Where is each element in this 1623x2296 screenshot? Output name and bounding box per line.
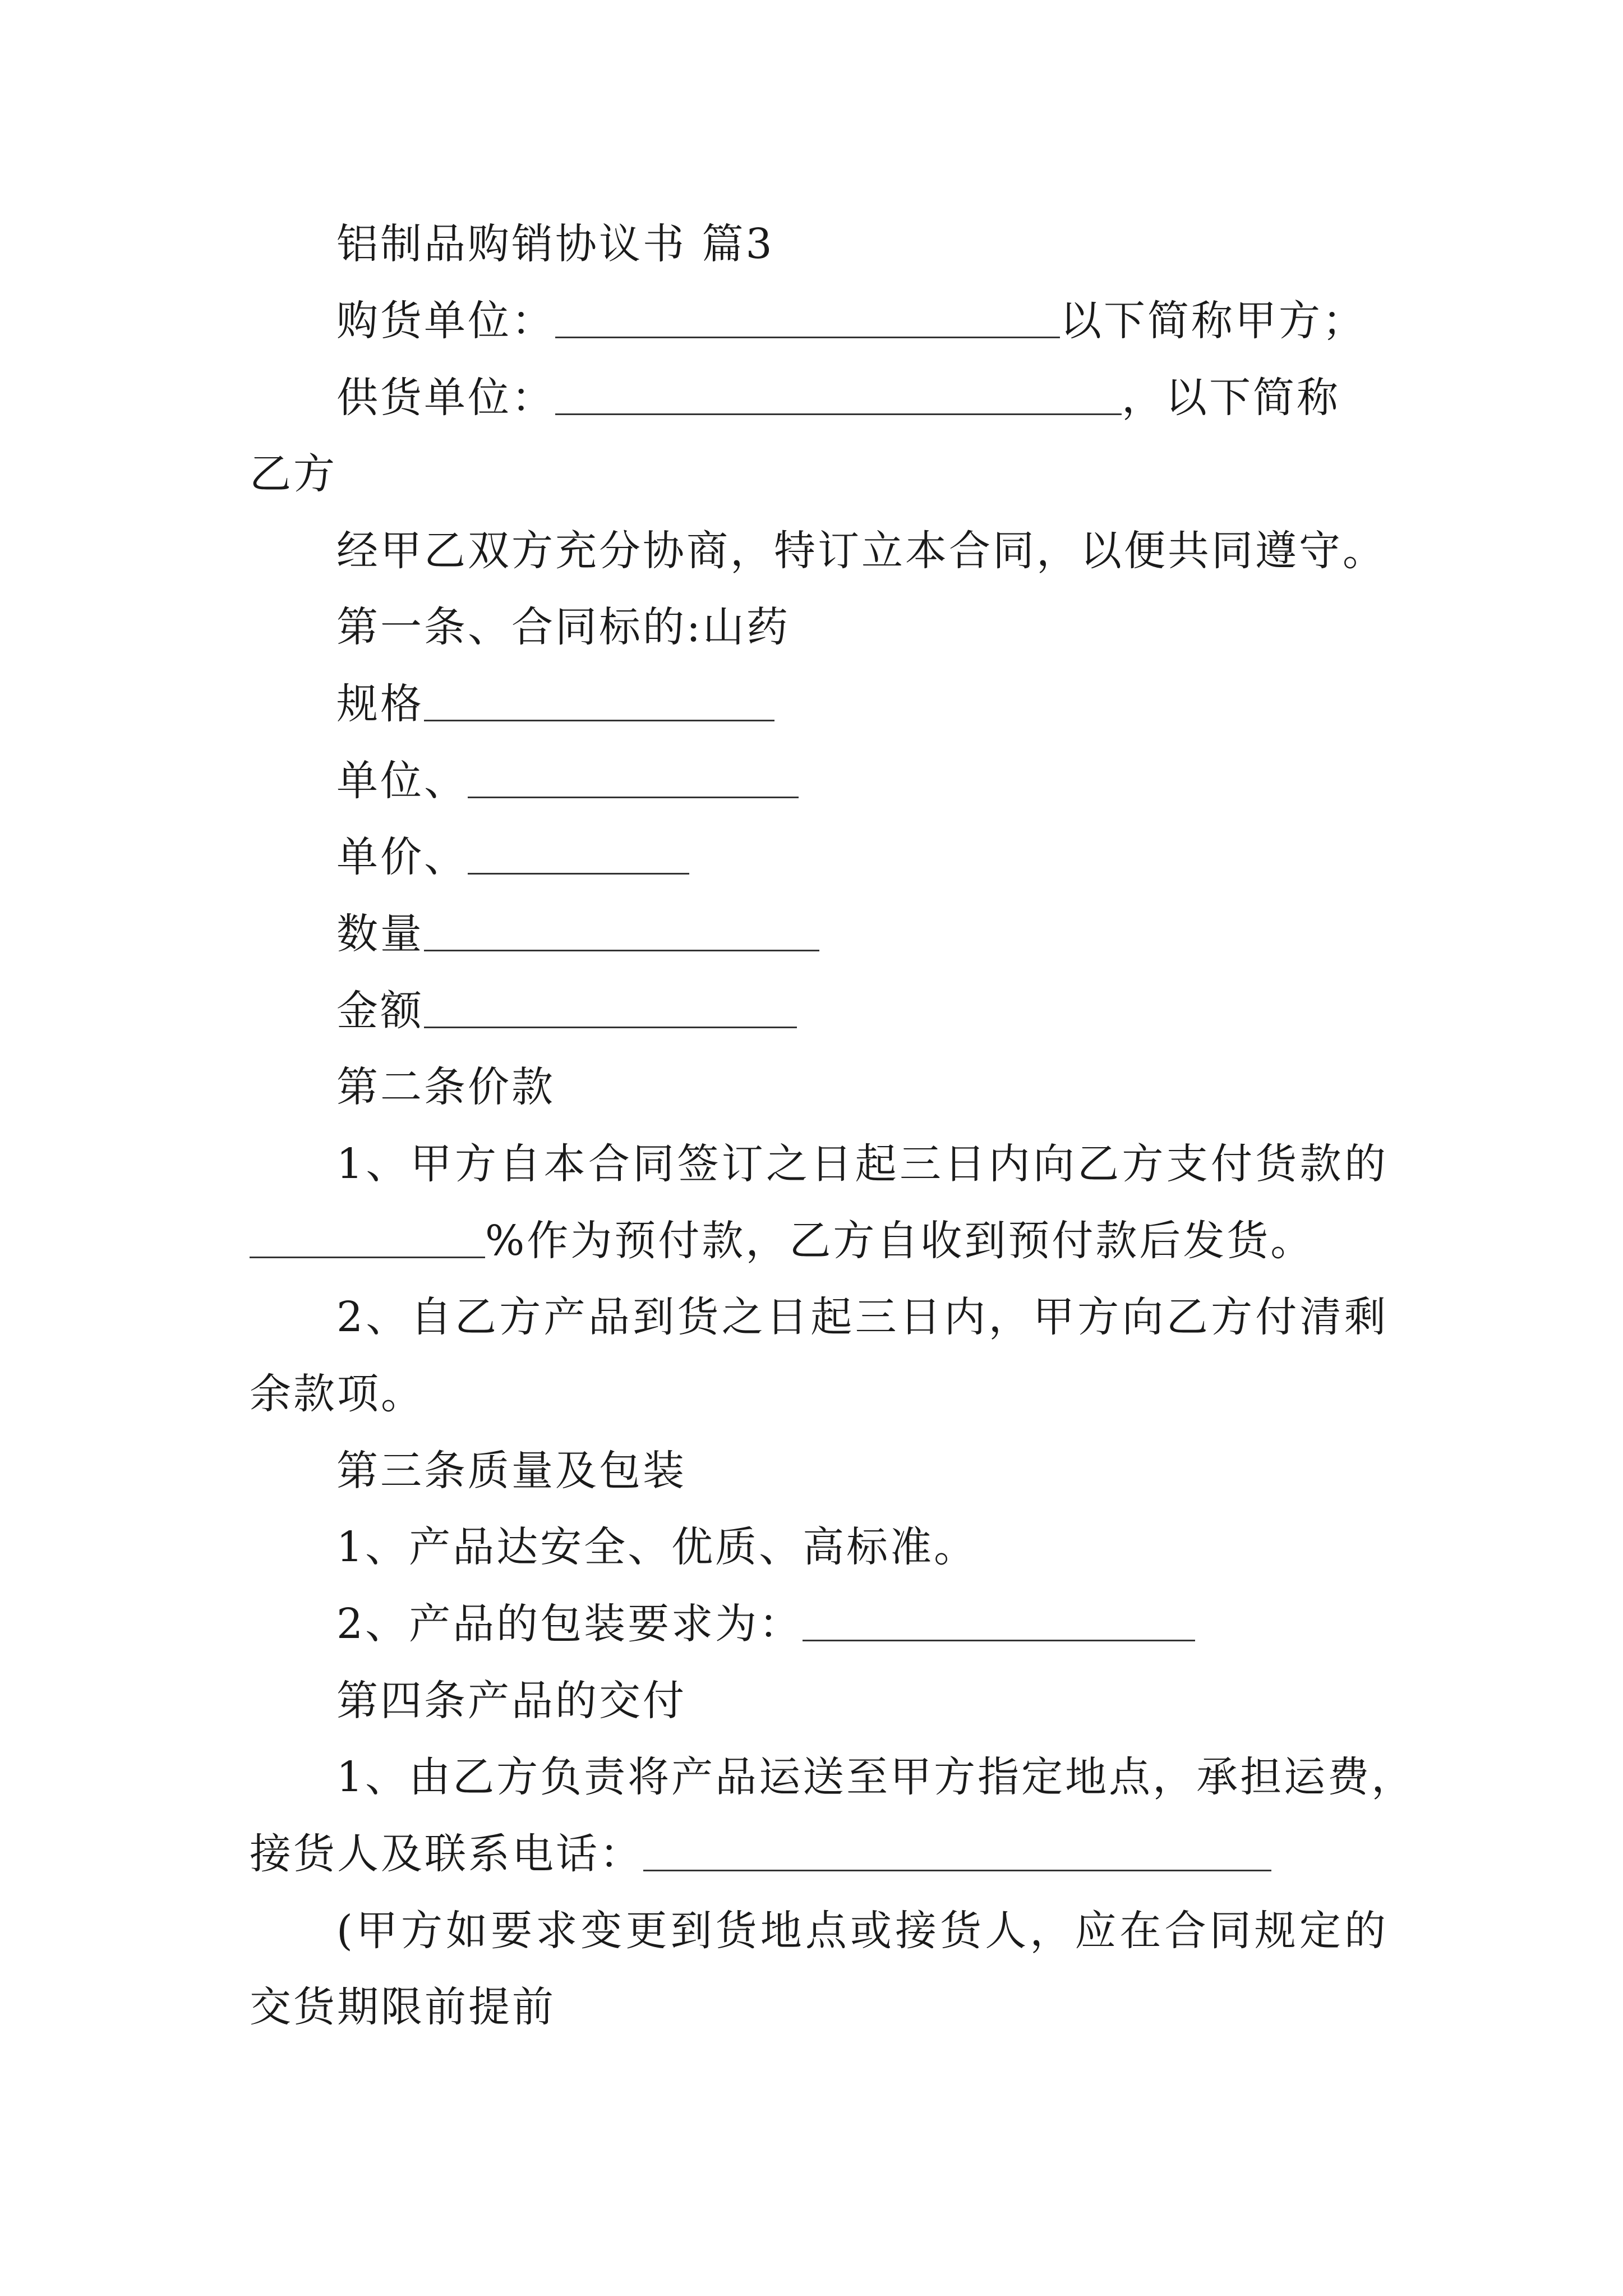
unit-blank[interactable] xyxy=(468,758,799,798)
quantity-line xyxy=(336,906,1388,962)
article-3-item-2: 2、产品的包装要求为： xyxy=(336,1596,1388,1652)
price-label: 单价、 xyxy=(336,833,468,881)
buyer-suffix: 以下简称甲方； xyxy=(1060,297,1366,345)
consignee-blank[interactable] xyxy=(643,1832,1271,1871)
spec-label: 规格 xyxy=(336,680,424,728)
buyer-line xyxy=(336,293,1388,349)
supplier-blank[interactable] xyxy=(555,375,1122,415)
article-4-note-line-2: 交货期限前提前 xyxy=(250,1983,556,2031)
price-blank[interactable] xyxy=(468,835,689,875)
article-4-item-1-line-2: 接货人及联系电话： xyxy=(250,1826,1388,1882)
quantity-label: 数量 xyxy=(336,910,424,958)
intro-paragraph: 经甲乙双方充分协商，特订立本合同，以便共同遵守。 xyxy=(336,527,1386,575)
article-3-item-1: 1、产品达安全、优质、高标准。 xyxy=(336,1523,978,1571)
spec-line xyxy=(336,676,1388,732)
unit-line xyxy=(336,753,1388,809)
article-4-item-1-line-1: 1、由乙方负责将产品运送至甲方指定地点，承担运费， xyxy=(336,1753,1415,1801)
article-2-item-2-line-1: 2、自乙方产品到货之日起三日内，甲方向乙方付清剩 xyxy=(336,1293,1388,1341)
spec-blank[interactable] xyxy=(424,682,774,721)
supplier-label: 供货单位： xyxy=(336,374,555,422)
amount-label: 金额 xyxy=(336,987,424,1035)
article-2-item-2-line-2: 余款项。 xyxy=(250,1370,425,1418)
article-2-heading: 第二条价款 xyxy=(336,1063,555,1111)
article-1-heading: 第一条、合同标的:山药 xyxy=(336,603,790,651)
article-4-heading: 第四条产品的交付 xyxy=(336,1677,686,1725)
supplier-suffix: ，以下简称 xyxy=(1122,374,1340,422)
supplier-line xyxy=(336,370,1388,426)
amount-line xyxy=(336,983,1388,1039)
document-title: 铝制品购销协议书 篇3 xyxy=(336,220,774,268)
amount-blank[interactable] xyxy=(424,988,797,1028)
buyer-blank[interactable] xyxy=(555,298,1060,338)
packaging-blank[interactable] xyxy=(803,1602,1195,1641)
unit-label: 单位、 xyxy=(336,757,468,805)
article-2-item-1-line-2: %作为预付款，乙方自收到预付款后发货。 xyxy=(250,1213,1388,1269)
quantity-blank[interactable] xyxy=(424,912,819,951)
price-line xyxy=(336,829,1388,885)
article-4-note-line-1: (甲方如要求变更到货地点或接货人，应在合同规定的 xyxy=(336,1907,1388,1955)
prepay-percent-blank[interactable] xyxy=(250,1218,485,1258)
buyer-label: 购货单位： xyxy=(336,297,555,345)
article-2-item-1-line-1: 1、甲方自本合同签订之日起三日内向乙方支付货款的 xyxy=(336,1140,1388,1188)
article-3-heading: 第三条质量及包装 xyxy=(336,1447,686,1495)
supplier-wrap-line: 乙方 xyxy=(250,450,337,498)
